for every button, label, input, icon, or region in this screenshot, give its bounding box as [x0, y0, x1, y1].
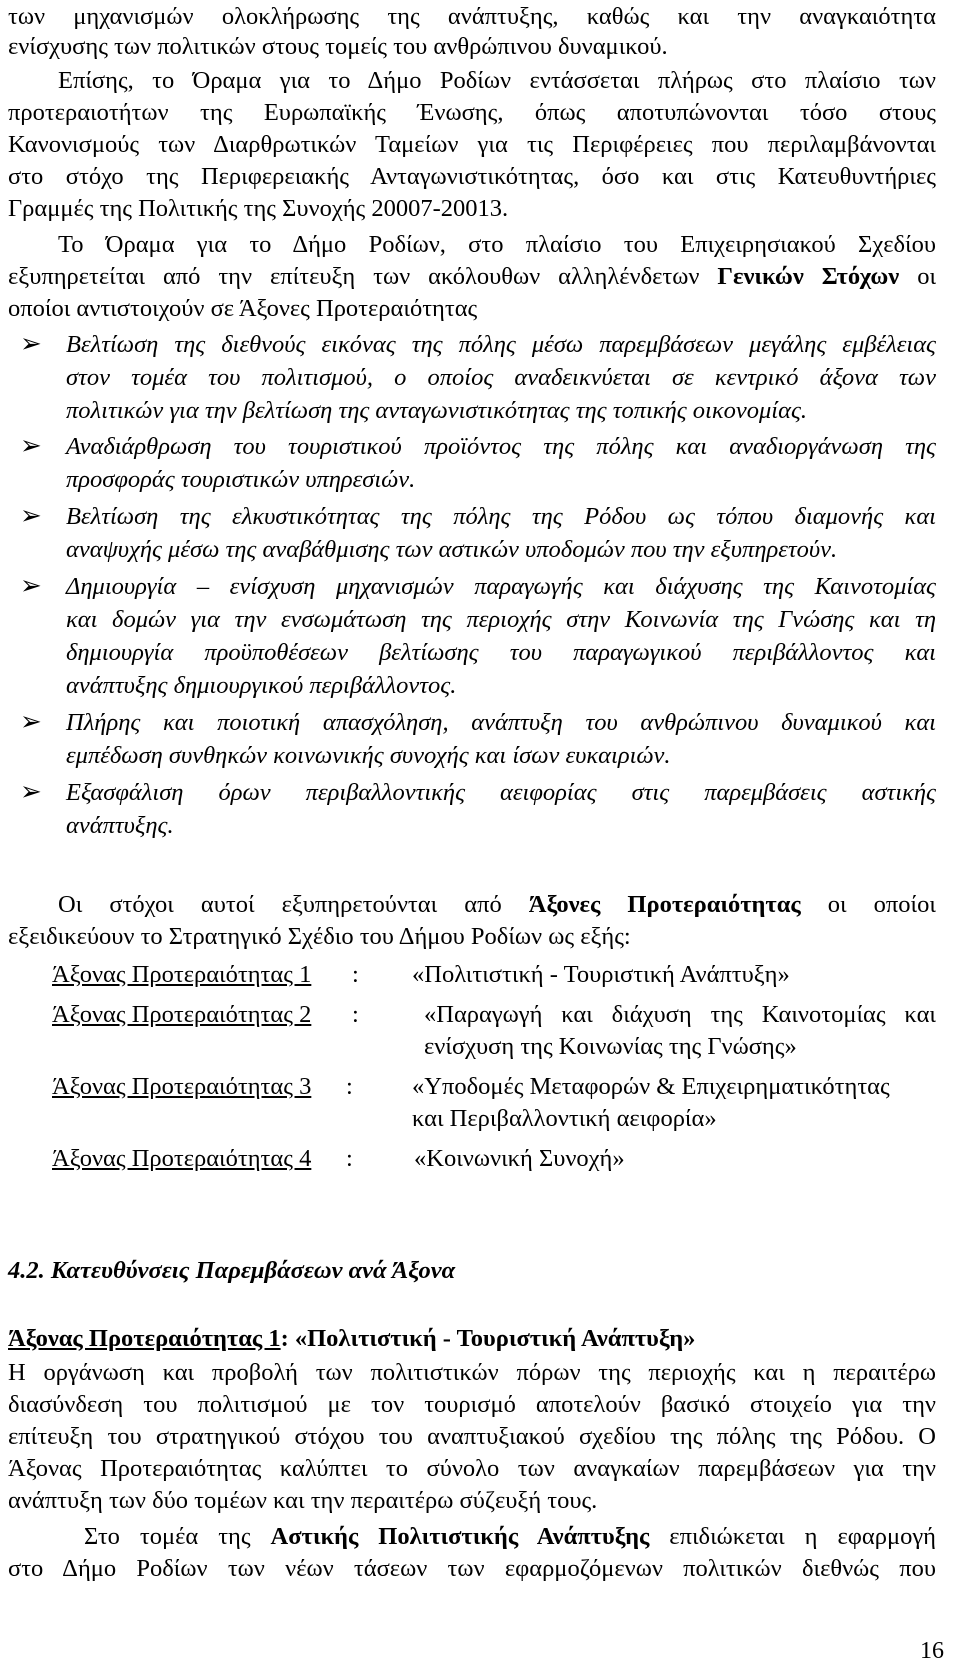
axis-colon: :	[346, 1073, 353, 1100]
paragraph-line: εξειδικεύουν το Στρατηγικό Σχέδιο του Δήμου Ροδίων ως εξής:	[8, 923, 631, 950]
paragraph-line: Η οργάνωση και προβολή των πολιτιστικών πόρων της περιοχής και η περαιτέρω	[8, 1359, 936, 1386]
axis-title: και Περιβαλλοντική αειφορία»	[412, 1105, 717, 1132]
axis-title: «Πολιτιστική - Τουριστική Ανάπτυξη»	[412, 961, 790, 988]
paragraph-line: Το Όραμα για το Δήμο Ροδίων, στο πλαίσιο του Επιχειρησιακού Σχεδίου	[58, 231, 936, 258]
text-span: Στο τομέα της	[84, 1523, 251, 1550]
bullet-line: ανάπτυξης.	[66, 812, 174, 839]
bold-term: Γενικών Στόχων	[717, 263, 900, 290]
paragraph-line: στο στόχο της Περιφερειακής Ανταγωνιστικότητας, όσο και στις Κατευθυντήριες	[8, 163, 936, 190]
bullet-line: Δημιουργία – ενίσχυση μηχανισμών παραγωγής και διάχυσης της Καινοτομίας	[66, 573, 936, 600]
axis-heading-label: Άξονας Προτεραιότητας 1	[8, 1325, 281, 1352]
bullet-line: Αναδιάρθρωση του τουριστικού προϊόντος της πόλης και αναδιοργάνωση της	[66, 433, 936, 460]
bullet-line: Πλήρης και ποιοτική απασχόληση, ανάπτυξη του ανθρώπινου δυναμικού και	[66, 709, 936, 736]
axis-title: «Παραγωγή και διάχυση της Καινοτομίας και	[424, 1001, 936, 1028]
text-span: Οι στόχοι αυτοί εξυπηρετούνται από	[58, 891, 502, 918]
bullet-arrow-icon: ➢	[20, 777, 42, 807]
axis-colon: :	[352, 961, 359, 988]
axis-heading-title: : «Πολιτιστική - Τουριστική Ανάπτυξη»	[280, 1325, 696, 1352]
paragraph-line: προτεραιοτήτων της Ευρωπαϊκής Ένωσης, όπως αποτυπώνονται τόσο στους	[8, 99, 936, 126]
bullet-arrow-icon: ➢	[20, 329, 42, 359]
axis-title: «Υποδομές Μεταφορών & Επιχειρηματικότητας	[412, 1073, 890, 1100]
section-heading: 4.2. Κατευθύνσεις Παρεμβάσεων ανά Άξονα	[8, 1257, 456, 1284]
axis-label: Άξονας Προτεραιότητας 4	[52, 1145, 312, 1172]
bullet-line: πολιτικών για την βελτίωση της ανταγωνιστικότητας της τοπικής οικονομίας.	[66, 397, 808, 424]
bullet-line: στον τομέα του πολιτισμού, ο οποίος αναδεικνύεται σε κεντρικό άξονα των	[66, 364, 936, 391]
bullet-line: ανάπτυξης δημιουργικού περιβάλλοντος.	[66, 672, 457, 699]
paragraph-line: διασύνδεση του πολιτισμού με τον τουρισμό αποτελούν βασικό στοιχείο για την	[8, 1391, 936, 1418]
bullet-line: εμπέδωση συνθηκών κοινωνικής συνοχής και ίσων ευκαιριών.	[66, 742, 671, 769]
paragraph-line: Κανονισμούς των Διαρθρωτικών Ταμείων για τις Περιφέρειες που περιλαμβάνονται	[8, 131, 936, 158]
paragraph-line	[8, 260, 936, 293]
axis-title: ενίσχυση της Κοινωνίας της Γνώσης»	[424, 1033, 797, 1060]
text-span: οι οποίοι	[827, 891, 936, 918]
page-number: 16	[920, 1638, 944, 1664]
bullet-arrow-icon: ➢	[20, 431, 42, 461]
bullet-arrow-icon: ➢	[20, 571, 42, 601]
text-span: οι	[917, 263, 937, 290]
bullet-line: Εξασφάλιση όρων περιβαλλοντικής αειφορίας στις παρεμβάσεις αστικής	[66, 779, 936, 806]
axis-colon: :	[346, 1145, 353, 1172]
axis-heading	[8, 1322, 936, 1355]
text-span: επιδιώκεται η εφαρμογή	[669, 1523, 936, 1550]
axis-colon: :	[352, 1001, 359, 1028]
paragraph-line: στο Δήμο Ροδίων των νέων τάσεων των εφαρμοζόμενων πολιτικών διεθνώς που	[8, 1555, 936, 1582]
bullet-line: Βελτίωση της ελκυστικότητας της πόλης της Ρόδου ως τόπου διαμονής και	[66, 503, 936, 530]
body-text-line: ενίσχυσης των πολιτικών στους τομείς του ανθρώπινου δυναμικού.	[8, 33, 668, 60]
axis-label: Άξονας Προτεραιότητας 3	[52, 1073, 312, 1100]
paragraph-line: Άξονας Προτεραιότητας καλύπτει το σύνολο των αναγκαίων παρεμβάσεων για την	[8, 1455, 936, 1482]
text-span: εξυπηρετείται από την επίτευξη των ακόλουθων αλληλένδετων	[8, 263, 700, 290]
bullet-line: αναψυχής μέσω της αναβάθμισης των αστικών υποδομών που την εξυπηρετούν.	[66, 536, 838, 563]
paragraph-line: οποίοι αντιστοιχούν σε Άξονες Προτεραιότητας	[8, 295, 478, 322]
bullet-arrow-icon: ➢	[20, 707, 42, 737]
paragraph-line: Γραμμές της Πολιτικής της Συνοχής 20007-20013.	[8, 195, 509, 222]
axis-title: «Κοινωνική Συνοχή»	[414, 1145, 625, 1172]
paragraph-line: Επίσης, το Όραμα για το Δήμο Ροδίων εντάσσεται πλήρως στο πλαίσιο των	[58, 67, 936, 94]
body-text-line: των μηχανισμών ολοκλήρωσης της ανάπτυξης, καθώς και την αναγκαιότητα	[8, 3, 936, 30]
paragraph-line	[84, 1520, 936, 1553]
bullet-arrow-icon: ➢	[20, 501, 42, 531]
bullet-line: προσφοράς τουριστικών υπηρεσιών.	[66, 466, 416, 493]
paragraph-line	[58, 888, 936, 921]
axis-label: Άξονας Προτεραιότητας 1	[52, 961, 312, 988]
bullet-line: Βελτίωση της διεθνούς εικόνας της πόλης μέσω παρεμβάσεων μεγάλης εμβέλειας	[66, 331, 936, 358]
bold-term: Άξονες Προτεραιότητας	[528, 891, 801, 918]
bullet-line: δημιουργία προϋποθέσεων βελτίωσης του παραγωγικού περιβάλλοντος και	[66, 639, 936, 666]
paragraph-line: επίτευξη του στρατηγικού στόχου του αναπτυξιακού σχεδίου της πόλης της Ρόδου. Ο	[8, 1423, 936, 1450]
bullet-line: και δομών για την ενσωμάτωση της περιοχής στην Κοινωνία της Γνώσης και τη	[66, 606, 936, 633]
axis-label: Άξονας Προτεραιότητας 2	[52, 1001, 312, 1028]
bold-term: Αστικής Πολιτιστικής Ανάπτυξης	[270, 1523, 650, 1550]
paragraph-line: ανάπτυξη των δύο τομέων και την περαιτέρω σύζευξή τους.	[8, 1487, 598, 1514]
